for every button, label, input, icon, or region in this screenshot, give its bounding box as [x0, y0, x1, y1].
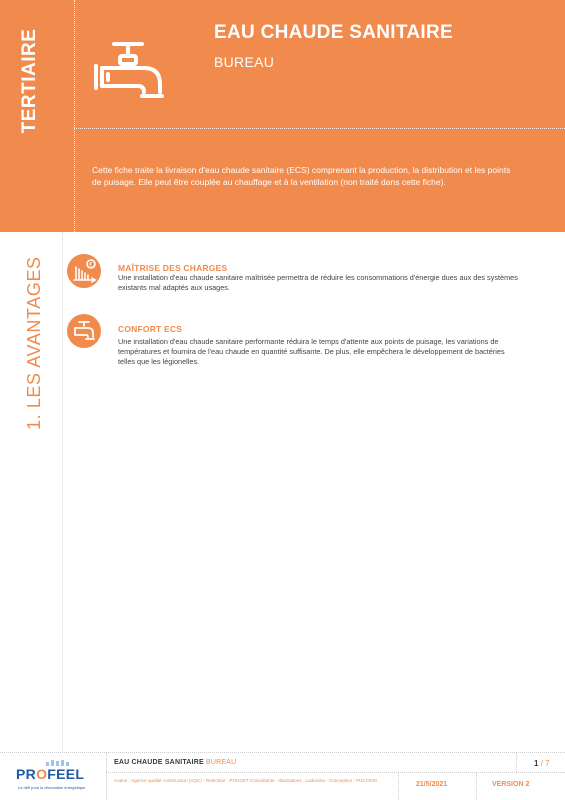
sector-label [10, 26, 50, 136]
header-divider-horizontal [74, 128, 565, 129]
sector-label-text: TERTIAIRE [19, 28, 40, 134]
section-label [20, 250, 48, 430]
footer-divider [516, 752, 517, 772]
header-divider-vertical [74, 0, 75, 232]
footer-divider [476, 772, 477, 800]
energy-cost-chart-icon [67, 254, 101, 288]
svg-text:€: € [89, 261, 93, 269]
water-tap-icon [67, 314, 101, 348]
footer-version: VERSION 2 [492, 781, 530, 788]
header-banner [0, 0, 565, 232]
advantage-text: Une installation d'eau chaude sanitaire performante réduira le temps d'attente aux points de puisage, les variations de températures et fournira de l'eau chaude en quantité suffisante. De plus, elle empêchera le développement de bactéries telles que les légionelles. [118, 337, 505, 366]
profeel-logo [16, 764, 96, 794]
footer-divider [398, 772, 399, 800]
advantage-text: Une installation d'eau chaude sanitaire maîtrisée permettra de réduire les consommations d'énergie dues aux des systèmes existants mal adaptés aux usages. [118, 273, 518, 292]
page-subtitle: BUREAU [214, 54, 275, 70]
water-tap-icon [94, 38, 174, 104]
page-title: EAU CHAUDE SANITAIRE [214, 22, 453, 43]
footer-credits: Auteur : Agence qualité construction (AQC) - Relecteur : POUGET Consultants - Illustrations : Ludovizia - Conception : PUCCINO [114, 778, 378, 783]
footer-divider [106, 752, 107, 800]
footer-date: 21/5/2021 [416, 781, 448, 788]
advantage-title: CONFORT ECS [118, 324, 183, 334]
section-divider [62, 232, 63, 752]
logo-wordmark: PROFEEL [16, 766, 85, 782]
footer-divider [0, 752, 565, 753]
footer-title: EAU CHAUDE SANITAIRE BUREAU [114, 759, 237, 766]
footer-divider [106, 772, 565, 773]
advantage-title: MAÎTRISE DES CHARGES [118, 263, 228, 273]
section-label-text: 1. LES AVANTAGES [24, 256, 44, 430]
page-number: 1 / 7 [534, 759, 550, 768]
intro-paragraph: Cette fiche traite la livraison d'eau chaude sanitaire (ECS) comprenant la production, la distribution et les points de puisage. Elle peut être couplée au chauffage et à la ventilation (non traité dans cette fiche). [92, 165, 511, 187]
logo-tagline: Le défi pour la rénovation énergétique [18, 785, 86, 790]
